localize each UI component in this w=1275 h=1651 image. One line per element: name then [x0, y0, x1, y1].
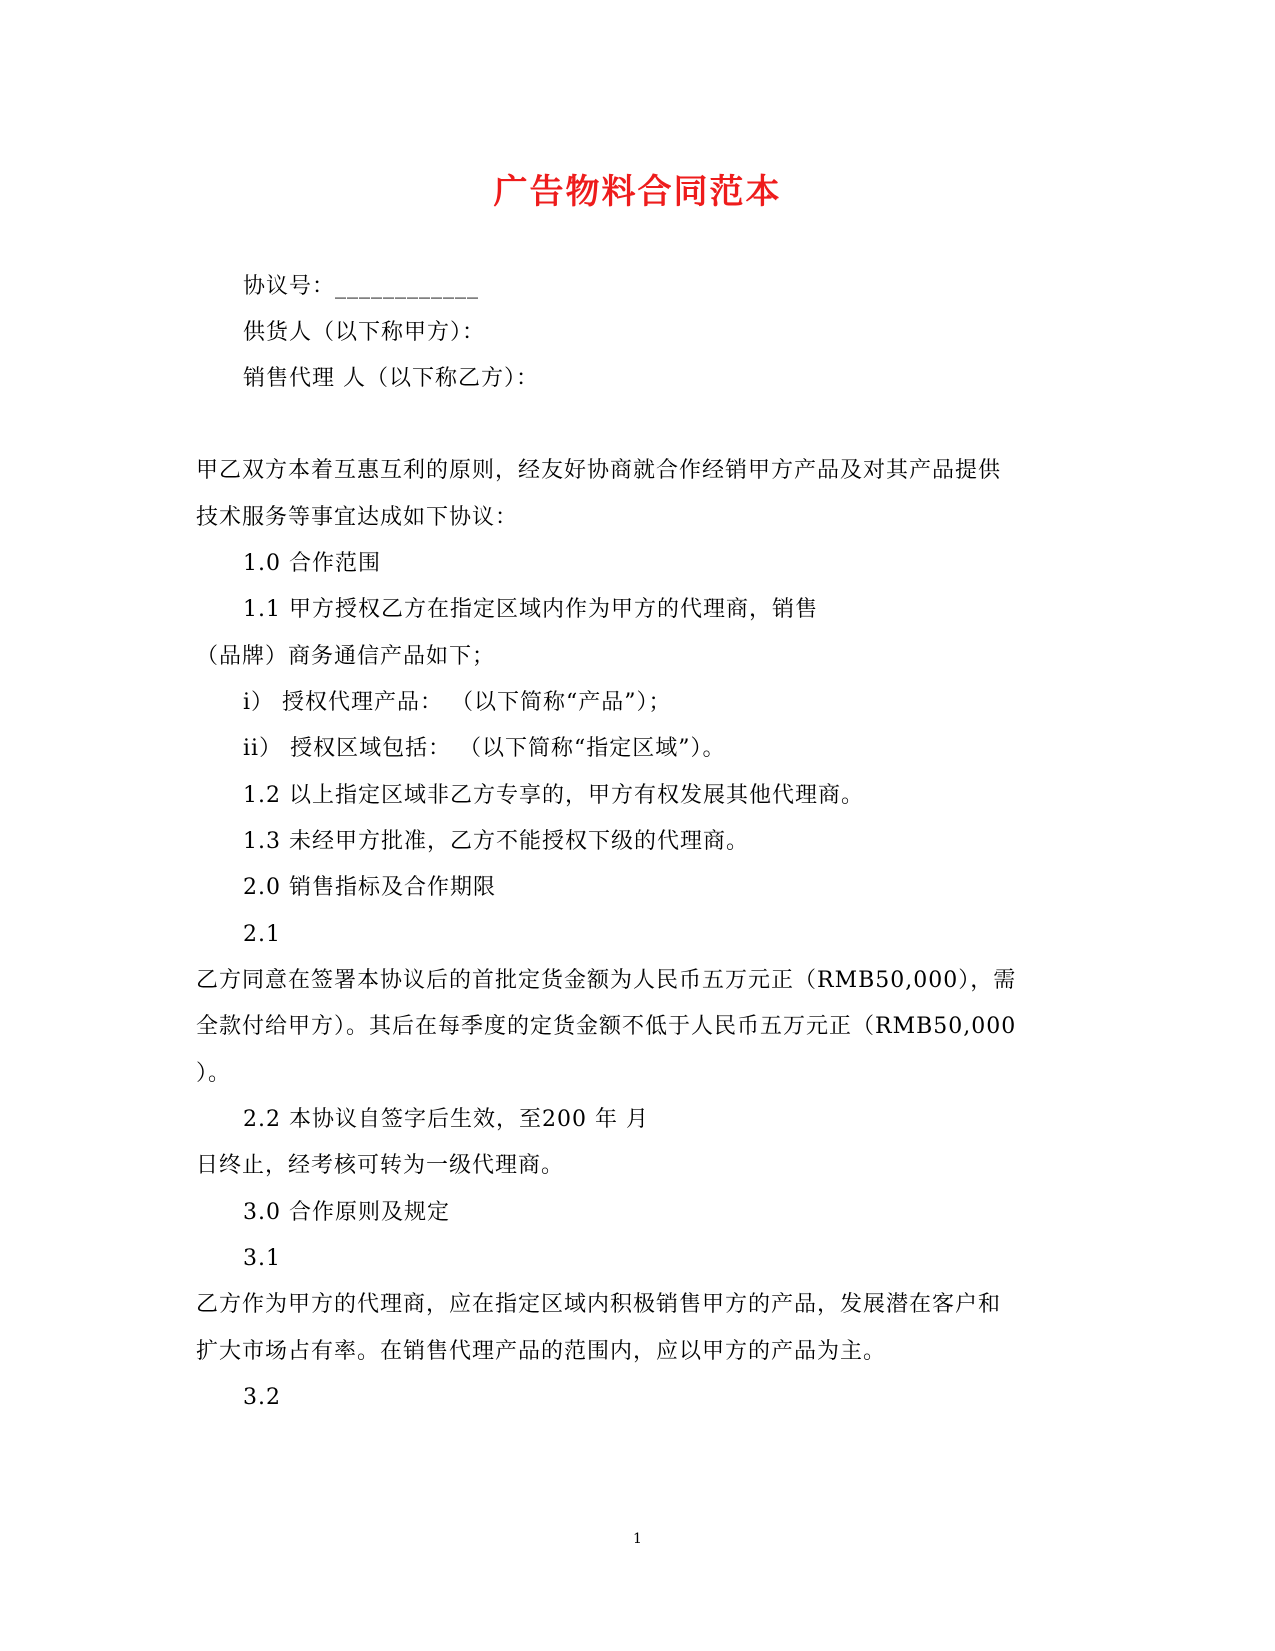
page-title: 广告物料合同范本	[493, 172, 782, 212]
sales-agent-line: 销售代理 人（以下称乙方）：	[243, 366, 539, 391]
clause-number: 3.1	[243, 1246, 281, 1271]
clause-line: ）。	[196, 1061, 232, 1086]
section-heading: 3.0 合作原则及规定	[243, 1200, 450, 1225]
clause-line: 1.3 未经甲方批准，乙方不能授权下级的代理商。	[243, 829, 749, 854]
clause-line: i） 授权代理产品： （以下简称“产品”）；	[243, 690, 672, 715]
clause-line: 1.2 以上指定区域非乙方专享的，甲方有权发展其他代理商。	[243, 783, 864, 808]
section-heading: 1.0 合作范围	[243, 551, 381, 576]
clause-number: 3.2	[243, 1385, 281, 1410]
clause-line: 乙方同意在签署本协议后的首批定货金额为人民币五万元正（RMB50,000），需	[196, 968, 1017, 993]
clause-line: 全款付给甲方）。其后在每季度的定货金额不低于人民币五万元正（RMB50,000	[196, 1014, 1017, 1039]
supplier-line: 供货人（以下称甲方）：	[243, 320, 486, 345]
body-text-line: 甲乙双方本着互惠互利的原则，经友好协商就合作经销甲方产品及对其产品提供	[196, 458, 1002, 483]
agreement-number-line: 协议号：____________	[243, 274, 480, 299]
body-text-line: 技术服务等事宜达成如下协议：	[196, 505, 519, 530]
clause-line: 1.1 甲方授权乙方在指定区域内作为甲方的代理商，销售	[243, 597, 818, 622]
section-heading: 2.0 销售指标及合作期限	[243, 875, 496, 900]
clause-line: 扩大市场占有率。在销售代理产品的范围内，应以甲方的产品为主。	[196, 1339, 887, 1364]
clause-line: （品牌）商务通信产品如下；	[196, 644, 496, 669]
clause-line: 乙方作为甲方的代理商，应在指定区域内积极销售甲方的产品，发展潜在客户和	[196, 1292, 1002, 1317]
clause-line: 2.2 本协议自签字后生效，至200 年 月	[243, 1107, 649, 1132]
clause-line: 日终止，经考核可转为一级代理商。	[196, 1153, 565, 1178]
clause-line: ii） 授权区域包括： （以下简称“指定区域”）。	[243, 736, 726, 761]
page-number: 1	[633, 1531, 642, 1547]
clause-number: 2.1	[243, 922, 281, 947]
